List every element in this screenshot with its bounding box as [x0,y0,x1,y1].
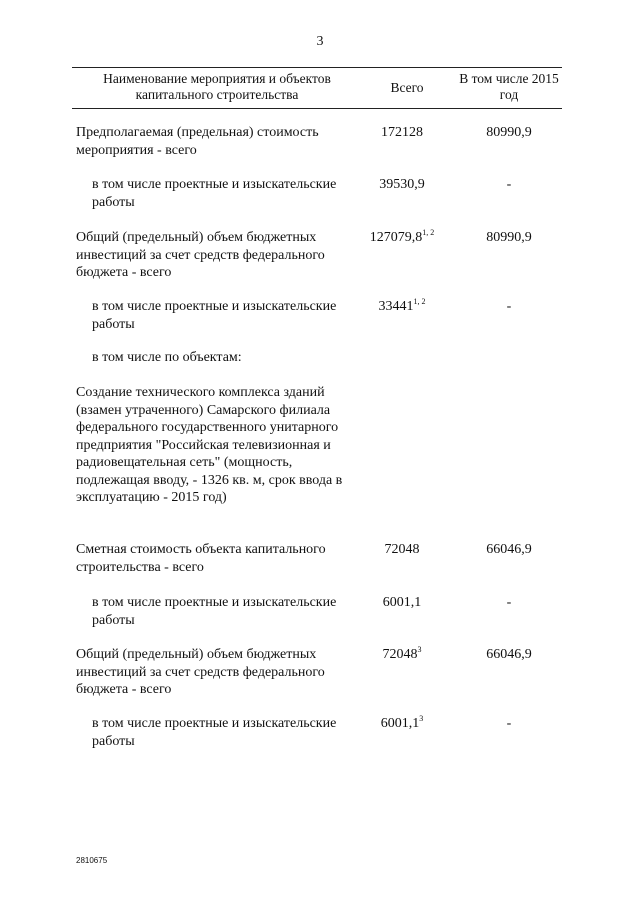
row-total: 172128 [381,125,423,140]
row-year-2015: - [506,716,512,731]
row-year-2015: - [506,595,512,610]
row-year-2015: 80990,9 [486,230,532,245]
row-name: в том числе по объектам: [92,350,242,365]
row-name: Общий (предельный) объем бюджетных инвестиций за счет средств федерального бюджета - всего [76,230,325,280]
row-total: 127079,8$^{1, 2}$ [369,228,435,245]
row-total: 33441$^{1, 2}$ [378,297,426,314]
row-name: Предполагаемая (предельная) стоимость мероприятия - всего [76,125,319,158]
row-name: Создание технического комплекса зданий (взамен утраченного) Самарского филиала федерального государственного унитарного предприятия "Российская телевизионная и радиовещательная сеть" (мощность, подлежащая вводу, - 1326 кв. м, срок ввода в эксплуатацию - 2015 год) [76,385,343,505]
row-total: 72048 [384,542,420,557]
row-year-2015: 80990,9 [486,125,532,140]
header-total-column: Всего [390,80,424,95]
table-header [72,67,562,109]
row-name: в том числе проектные и изыскательские работы [92,299,337,332]
row-total: 39530,9 [379,177,425,192]
row-total: 72048$^3$ [382,645,422,662]
row-year-2015: - [506,177,512,192]
header-name-column: Наименование мероприятия и объектов капитального строительства [103,71,331,102]
header-year-column: В том числе 2015 год [459,71,559,102]
row-year-2015: 66046,9 [486,647,532,662]
row-year-2015: - [506,299,512,314]
row-name: в том числе проектные и изыскательские работы [92,595,337,628]
document-code: 2810675 [76,856,108,865]
row-year-2015: 66046,9 [486,542,532,557]
row-name: Сметная стоимость объекта капитального строительства - всего [76,542,326,575]
row-total: 6001,1 [382,595,422,610]
row-name: в том числе проектные и изыскательские работы [92,177,337,210]
page-number: 3 [316,34,324,49]
row-name: Общий (предельный) объем бюджетных инвестиций за счет средств федерального бюджета - всего [76,647,325,697]
row-name: в том числе проектные и изыскательские работы [92,716,337,749]
row-total: 6001,1$^3$ [380,714,424,731]
